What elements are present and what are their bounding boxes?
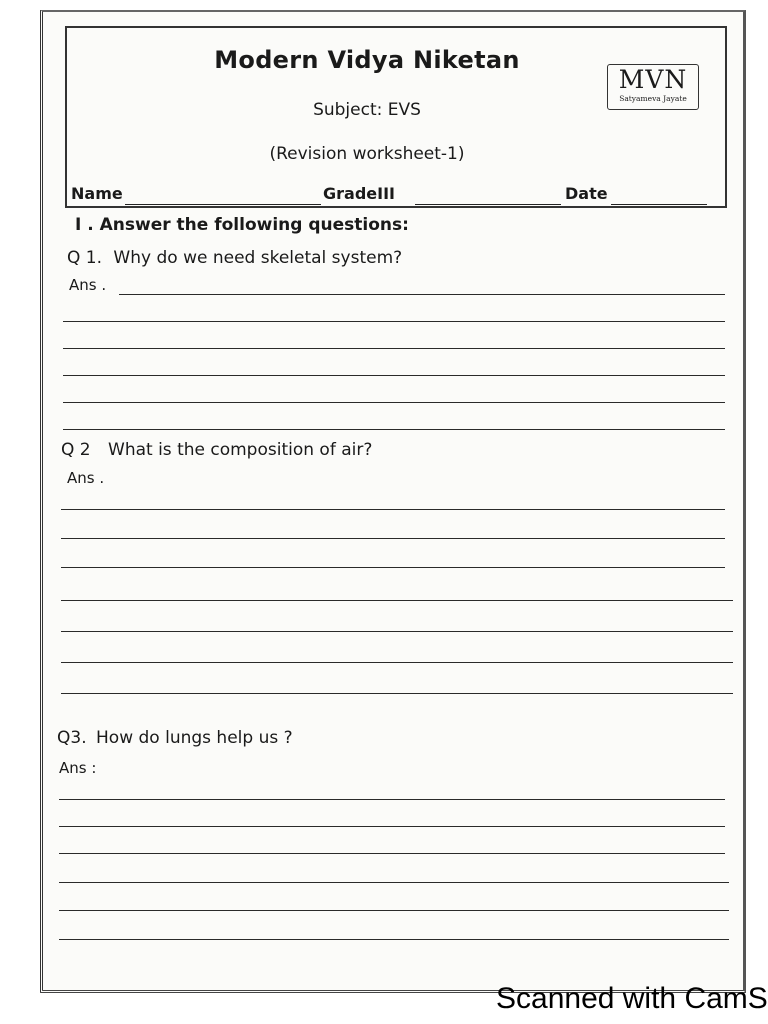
- worksheet-page: [40, 10, 746, 993]
- question-2-text: What is the composition of air?: [108, 440, 373, 460]
- answer-line[interactable]: [59, 939, 729, 940]
- question-1-number: Q 1.: [67, 248, 103, 268]
- answer-line[interactable]: [63, 402, 725, 403]
- question-1: [67, 248, 402, 268]
- answer-line[interactable]: [61, 693, 733, 694]
- scan-watermark: Scanned with CamS: [496, 982, 768, 1015]
- answer-line[interactable]: [59, 910, 729, 911]
- grade-label: GradeIII: [323, 184, 395, 203]
- question-3: [57, 728, 293, 748]
- answer-2-label: Ans .: [67, 469, 105, 487]
- date-label: Date: [565, 184, 608, 203]
- question-1-text: Why do we need skeletal system?: [113, 248, 403, 268]
- date-blank[interactable]: [611, 204, 707, 205]
- answer-line[interactable]: [61, 631, 733, 632]
- logo-letters: MVN: [618, 65, 688, 94]
- name-blank[interactable]: [125, 204, 321, 205]
- answer-line[interactable]: [59, 853, 725, 854]
- answer-line[interactable]: [63, 429, 725, 430]
- answer-line[interactable]: [61, 509, 725, 510]
- answer-line[interactable]: [59, 826, 725, 827]
- answer-line[interactable]: [63, 348, 725, 349]
- worksheet-title: (Revision worksheet-1): [269, 144, 465, 164]
- answer-line[interactable]: [61, 538, 725, 539]
- student-fields: [71, 184, 721, 214]
- school-name: Modern Vidya Niketan: [214, 46, 520, 74]
- answer-line[interactable]: [119, 294, 725, 295]
- answer-line[interactable]: [63, 375, 725, 376]
- answer-1-label: Ans .: [69, 276, 107, 294]
- answer-line[interactable]: [59, 799, 725, 800]
- answer-line[interactable]: [63, 321, 725, 322]
- answer-line[interactable]: [61, 662, 733, 663]
- logo-motto: Satyameva Jayate: [619, 94, 687, 103]
- section-heading: I . Answer the following questions:: [75, 215, 409, 235]
- name-label: Name: [71, 184, 123, 203]
- question-3-number: Q3.: [57, 728, 87, 748]
- answer-line[interactable]: [59, 882, 729, 883]
- question-3-text: How do lungs help us ?: [96, 728, 293, 748]
- subject-line: Subject: EVS: [313, 100, 421, 120]
- answer-line[interactable]: [61, 567, 725, 568]
- question-2-number: Q 2: [61, 440, 91, 460]
- header-box: [65, 26, 727, 208]
- answer-line[interactable]: [61, 600, 733, 601]
- question-2: [61, 440, 372, 460]
- school-logo: [607, 64, 699, 110]
- grade-blank[interactable]: [415, 204, 561, 205]
- answer-3-label: Ans :: [59, 759, 97, 777]
